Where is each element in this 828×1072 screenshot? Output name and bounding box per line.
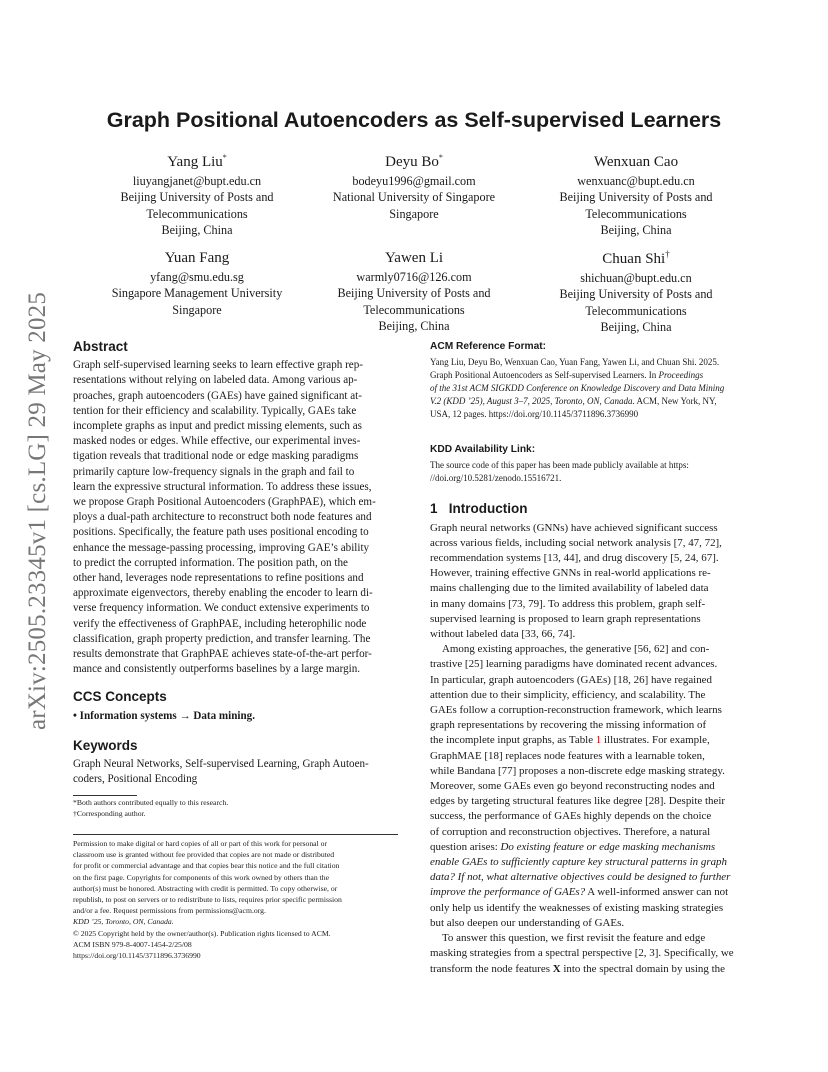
intro-line: data? If not, what alternative objectives could be designed to further xyxy=(430,871,731,884)
abstract-line: to predict the corrupted information. The position path, on the xyxy=(73,556,348,569)
author-affiliation: National University of Singapore xyxy=(332,190,496,205)
intro-body xyxy=(430,521,757,977)
abstract-line: we propose Graph Positional Autoencoders (GraphPAE), which em- xyxy=(73,496,376,509)
left-column xyxy=(73,339,398,787)
author-affiliation: Beijing University of Posts and xyxy=(559,287,713,302)
author-affiliation: Beijing, China xyxy=(161,223,233,238)
kdd-link-heading: KDD Availability Link: xyxy=(430,444,536,456)
intro-line: edges by targeting structural features like degree [28]. Despite their xyxy=(430,795,725,808)
intro-line: GAEs follow a corruption-reconstruction framework, which learns xyxy=(430,704,722,717)
kdd-link-line: The source code of this paper has been made publicly available at https: xyxy=(430,460,689,471)
footnotes xyxy=(73,797,398,819)
author-name: Yawen Li xyxy=(384,250,444,266)
footnote-rule xyxy=(73,795,137,796)
isbn: ACM ISBN 979-8-4007-1454-2/25/08 xyxy=(73,939,192,949)
doi-link[interactable]: https://doi.org/10.1145/3711896.3736990 xyxy=(73,951,201,961)
author-name: Chuan Shi† xyxy=(602,249,670,267)
author-affiliation: Singapore xyxy=(389,206,439,221)
intro-line: the incomplete input graphs, as Table 1 illustrates. For example, xyxy=(430,734,710,747)
venue-note: KDD ’25, Toronto, ON, Canada. xyxy=(73,917,174,927)
author-email: wenxuanc@bupt.edu.cn xyxy=(577,174,695,188)
abstract-line: primarily capture low-frequency signals in the graph and fail to xyxy=(73,465,355,478)
intro-heading: 1 Introduction xyxy=(430,501,528,517)
intro-line: masking strategies from a spectral perspective [2, 3]. Specifically, we xyxy=(430,947,734,960)
permission-line: Permission to make digital or hard copies of all or part of this work for personal or xyxy=(73,839,328,848)
acm-reference-line: of the 31st ACM SIGKDD Conference on Knowledge Discovery and Data Mining xyxy=(430,383,725,394)
author-email: yfang@smu.edu.sg xyxy=(150,270,244,284)
table-reference-link[interactable]: 1 xyxy=(595,734,602,747)
intro-line: across various fields, including social network analysis [7, 47, 72], xyxy=(430,536,722,549)
intro-line: while Bandana [77] proposes a non-discrete edge masking strategy. xyxy=(430,764,725,777)
keywords-heading: Keywords xyxy=(73,737,138,753)
author-affiliation: Telecommunications xyxy=(363,302,465,317)
author-affiliation: Beijing University of Posts and xyxy=(559,190,713,205)
keywords-line: coders, Positional Encoding xyxy=(73,773,198,786)
abstract-line: positions. Specifically, the feature path uses positional encoding to xyxy=(73,526,369,539)
author-affiliation: Beijing, China xyxy=(378,319,450,334)
author-email: liuyangjanet@bupt.edu.cn xyxy=(132,174,262,188)
copyright: © 2025 Copyright held by the owner/author(s). Publication rights licensed to ACM. xyxy=(73,928,331,938)
author-block xyxy=(72,244,322,318)
permission-line: republish, to post on servers or to redistribute to lists, requires prior specific permission xyxy=(73,895,342,905)
author-name: Yuan Fang xyxy=(164,250,230,266)
right-column xyxy=(430,339,757,977)
abstract-line: verse frequency information. We conduct extensive experiments to xyxy=(73,602,370,615)
abstract-line: mance and consistently outperforms baselines by a large margin. xyxy=(73,663,361,676)
acm-reference-body xyxy=(430,356,757,421)
abstract-line: proaches, graph autoencoders (GAEs) have gained significant at- xyxy=(73,389,362,402)
abstract-heading: Abstract xyxy=(73,339,128,354)
ccs-heading: CCS Concepts xyxy=(73,689,167,705)
abstract-line: classification, graph property prediction, and transfer learning. The xyxy=(73,632,371,645)
intro-line: enable GAEs to sufficiently capture key structural patterns in graph xyxy=(430,856,727,869)
intro-line: attention due to their simplicity, efficiency, and scalability. The xyxy=(430,688,706,701)
abstract-line: masked nodes or edges. While effective, our experimental inves- xyxy=(73,435,361,448)
author-block xyxy=(72,148,322,239)
intro-line: Among existing approaches, the generative [56, 62] and con- xyxy=(442,643,710,656)
abstract-line: ploys a dual-path architecture to reconstruct both node features and xyxy=(73,511,372,524)
author-name: Yang Liu* xyxy=(167,153,227,170)
intro-line: only help us identify the weaknesses of existing masking strategies xyxy=(430,901,724,914)
permission-line: and/or a fee. Request permissions from permissions@acm.org. xyxy=(73,906,266,916)
intro-line: Moreover, some GAEs even go beyond reconstructing nodes and xyxy=(430,780,715,793)
acm-reference-line: USA, 12 pages. https://doi.org/10.1145/3711896.3736990 xyxy=(430,409,639,420)
abstract-line: resentations without relying on labeled data. Among various ap- xyxy=(73,374,358,387)
intro-line: To answer this question, we first revisit the feature and edge xyxy=(442,932,706,945)
intro-line: However, training effective GNNs in real-world applications re- xyxy=(430,567,711,580)
permission-rule xyxy=(73,834,398,835)
intro-line: question arises: Do existing feature or edge masking mechanisms xyxy=(430,840,716,853)
intro-line: recommendation systems [13, 44], and drug discovery [5, 24, 67]. xyxy=(430,552,719,565)
author-affiliation: Beijing University of Posts and xyxy=(120,190,274,205)
intro-line: In particular, graph autoencoders (GAEs) [18, 26] have regained xyxy=(430,673,712,686)
abstract-line: approximate eigenvectors, thereby enabling the encoder to learn di- xyxy=(73,587,373,600)
intro-line: of corruption and reconstruction objectives. Therefore, a natural xyxy=(430,825,711,838)
abstract-line: tigation reveals that traditional node or edge masking paradigms xyxy=(73,450,359,463)
intro-line: transform the node features X into the spectral domain by using the xyxy=(430,962,725,975)
author-affiliation: Singapore xyxy=(172,302,222,317)
arxiv-id-text: arXiv:2505.23345v1 [cs.LG] 29 May 2025 xyxy=(24,291,51,731)
keywords-body xyxy=(73,757,398,787)
ccs-item: • Information systems → Data mining. xyxy=(73,709,256,722)
intro-line: Graph neural networks (GNNs) have achieved significant success xyxy=(430,521,718,534)
author-block xyxy=(511,244,761,336)
abstract-line: enhance the message-passing processing, improving GAE’s ability xyxy=(73,541,370,554)
acm-reference-heading: ACM Reference Format: xyxy=(430,341,547,352)
intro-line: trastive [25] learning paradigms have dominated recent advances. xyxy=(430,658,718,671)
author-name: Wenxuan Cao xyxy=(593,154,679,170)
author-email: warmly0716@126.com xyxy=(356,270,472,284)
author-block xyxy=(511,148,761,239)
permission-notice xyxy=(73,838,398,961)
acm-reference-line: V.2 (KDD ’25), August 3–7, 2025, Toronto, ON, Canada. ACM, New York, NY, xyxy=(430,396,717,407)
abstract-body xyxy=(73,358,398,677)
permission-line: author(s) must be honored. Abstracting with credit is permitted. To copy otherwise, or xyxy=(73,883,338,893)
abstract-line: results demonstrate that GraphPAE achieves state-of-the-art perfor- xyxy=(73,648,372,661)
author-affiliation: Singapore Management University xyxy=(111,286,283,301)
author-affiliation: Telecommunications xyxy=(585,206,687,221)
abstract-line: tention for their efficiency and scalability. Typically, GAEs take xyxy=(73,404,357,417)
acm-reference-line: Yang Liu, Deyu Bo, Wenxuan Cao, Yuan Fang, Yawen Li, and Chuan Shi. 2025. xyxy=(430,357,720,368)
permission-line: on the first page. Copyrights for components of this work owned by others than the xyxy=(73,872,329,882)
abstract-line: verify the effectiveness of GraphPAE, including heterophilic node xyxy=(73,617,367,630)
kdd-link-body xyxy=(430,459,757,485)
intro-line: in many domains [73, 79]. To address this problem, graph self- xyxy=(430,597,706,610)
kdd-link-line[interactable]: //doi.org/10.5281/zenodo.15516721. xyxy=(430,473,562,484)
intro-line: but also deepen our understanding of GAEs. xyxy=(430,916,625,929)
permission-line: classroom use is granted without fee provided that copies are not made or distributed xyxy=(73,850,335,860)
author-block xyxy=(289,244,539,335)
author-affiliation: Telecommunications xyxy=(146,206,248,221)
intro-line: GraphMAE [18] replaces node features with a learnable token, xyxy=(430,749,705,762)
intro-line: graph representations by recovering the missing information of xyxy=(430,719,707,732)
paper-title: Graph Positional Autoencoders as Self-supervised Learners xyxy=(106,108,722,132)
keywords-line: Graph Neural Networks, Self-supervised Learning, Graph Autoen- xyxy=(73,758,369,771)
abstract-line: incomplete graphs as input and predict missing elements, such as xyxy=(73,420,362,433)
intro-line: success, the performance of GAEs highly depends on the choice xyxy=(430,810,712,823)
author-name: Deyu Bo* xyxy=(385,153,443,170)
abstract-line: learn the expressive structural information. To address these issues, xyxy=(73,480,372,493)
intro-line: without labeled data [33, 66, 74]. xyxy=(430,628,576,641)
arxiv-identifier xyxy=(8,291,68,731)
author-affiliation: Beijing, China xyxy=(600,223,672,238)
author-email: shichuan@bupt.edu.cn xyxy=(580,271,692,285)
author-affiliation: Beijing, China xyxy=(600,320,672,335)
abstract-line: Graph self-supervised learning seeks to learn effective graph rep- xyxy=(73,359,363,372)
intro-line: improve the performance of GAEs? A well-informed answer can not xyxy=(430,886,729,899)
permission-line: for profit or commercial advantage and that copies bear this notice and the full citation xyxy=(73,861,340,871)
acm-reference-line: Graph Positional Autoencoders as Self-supervised Learners. In Proceedings xyxy=(430,370,704,381)
intro-line: mains challenging due to the limited availability of labeled data xyxy=(430,582,709,595)
abstract-line: other hand, leverages node representations to refine positions and xyxy=(73,572,364,585)
author-email: bodeyu1996@gmail.com xyxy=(352,174,476,188)
author-block xyxy=(289,148,539,222)
footnote: *Both authors contributed equally to this research. xyxy=(73,798,229,807)
author-affiliation: Beijing University of Posts and xyxy=(337,286,491,301)
footnote: †Corresponding author. xyxy=(73,809,146,819)
author-affiliation: Telecommunications xyxy=(585,303,687,318)
intro-line: supervised learning is proposed to learn graph representations xyxy=(430,612,701,625)
